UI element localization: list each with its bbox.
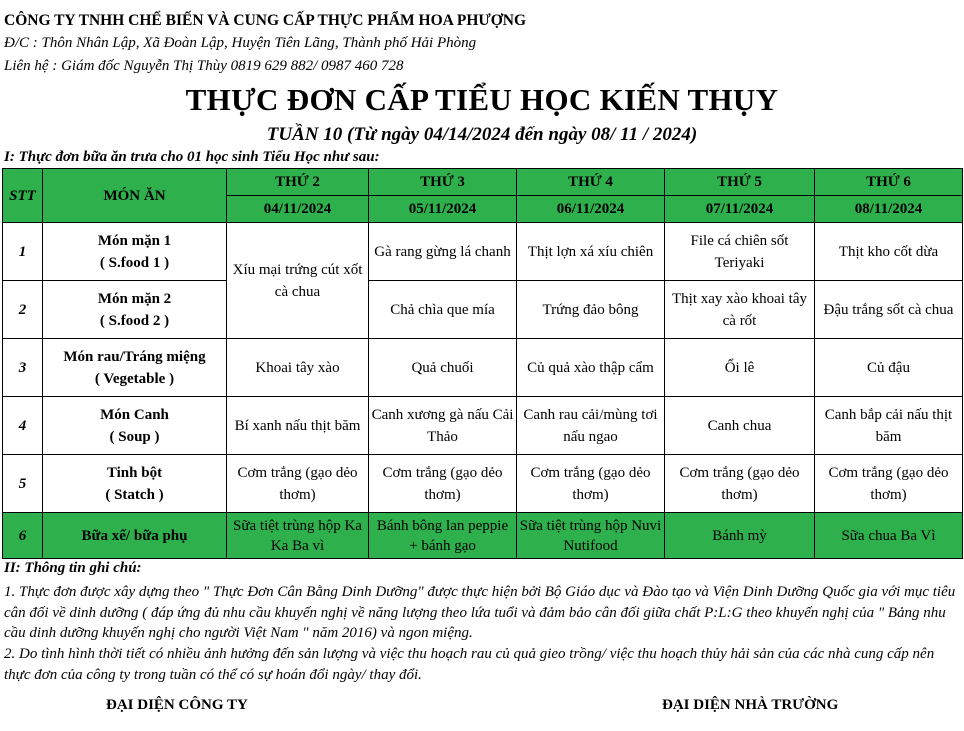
menu-cell [369,455,517,513]
note-1: 1. Thực đơn được xây dựng theo " Thực Đơn Cân Bằng Dinh Dưỡng" được thực hiện bởi Bộ Giáo dục và Đào tạo và Viện Dinh Dưỡng Quốc gia với mục tiêu cân đối về dinh dưỡng ( đáp ứng đủ nhu cầu khuyến nghị về năng lượng theo lứa tuổi và đảm bảo cân đối giữa chất P:L:G theo khuyến nghị của " Bảng nhu cầu dinh dưỡng khuyến nghị cho người Việt Nam " năm 2016) và ngon miệng. [4,584,956,641]
menu-item: Quả chuối [411,359,474,376]
day-header: THỨ 5 [665,169,815,196]
section-heading-menu: I: Thực đơn bữa ăn trưa cho 01 học sinh Tiểu Học như sau: [4,149,380,165]
menu-cell [227,397,369,455]
menu-cell [227,223,369,339]
dish-label: Món mặn 2 [97,290,172,307]
table-row [3,281,963,339]
menu-cell [369,513,517,559]
menu-cell [227,513,369,559]
dish-sublabel: ( Soup ) [109,428,160,445]
row-number: 5 [3,455,43,513]
day-header: THỨ 4 [517,169,665,196]
menu-item: Canh xương gà nấu Cải Thảo [371,406,514,445]
menu-item: Thịt xay xào khoai tây cà rốt [672,290,807,329]
menu-cell [517,397,665,455]
menu-item: Đậu trắng sốt cà chua [823,301,954,318]
table-row [3,397,963,455]
menu-cell [517,223,665,281]
menu-item: Khoai tây xào [255,359,340,376]
menu-item: Xíu mại trứng cút xốt cà chua [232,261,363,300]
dish-sublabel: ( Vegetable ) [94,370,175,387]
table-row [3,339,963,397]
menu-item: Chả chìa que mía [390,301,495,318]
menu-cell [815,281,963,339]
row-number: 3 [3,339,43,397]
page-subtitle: TUẦN 10 (Từ ngày 04/14/2024 đến ngày 08/ 11 / 2024) [266,124,698,145]
row-number: 4 [3,397,43,455]
date-header: 05/11/2024 [369,196,517,223]
day-header: THỨ 3 [369,169,517,196]
menu-item: Sữa chua Ba Vì [841,527,936,544]
menu-item: Bánh mỳ [712,527,767,544]
date-header: 08/11/2024 [815,196,963,223]
menu-item: Củ đậu [867,359,910,376]
stt-header: STT [3,169,43,223]
dish-label: Món mặn 1 [97,232,172,249]
menu-cell [665,281,815,339]
menu-cell [665,397,815,455]
day-header: THỨ 2 [227,169,369,196]
dish-header: MÓN ĂN [43,169,227,223]
dish-label-cell [43,281,227,339]
menu-item: Thịt lợn xá xíu chiên [527,243,654,260]
menu-item: Cơm trắng (gạo dẻo thơm) [530,464,651,503]
signature-school: ĐẠI DIỆN NHÀ TRƯỜNG [662,697,839,713]
table-row [3,223,963,281]
menu-item: File cá chiên sốt Teriyaki [690,232,789,271]
company-contact: Liên hệ : Giám đốc Nguyễn Thị Thùy 0819 629 882/ 0987 460 728 [4,58,404,74]
menu-item: Gà rang gừng lá chanh [374,243,511,260]
notes-heading: II: Thông tin ghi chú: [4,560,142,576]
row-number: 1 [3,223,43,281]
menu-table [2,168,963,559]
menu-item: Sữa tiệt trùng hộp Nuvi Nutifood [519,517,662,554]
note-2: 2. Do tình hình thời tiết có nhiều ảnh hưởng đến sản lượng và việc thu hoạch rau củ quả gieo trồng/ việc thu hoạch thủy hải sản của các nhà cung cấp nên thực đơn của công ty trong tuần có thể có sự hoán đổi ngày/ thay đổi. [4,646,935,683]
menu-cell [517,339,665,397]
date-header: 06/11/2024 [517,196,665,223]
dish-label-cell [43,455,227,513]
menu-cell [517,281,665,339]
menu-cell [517,455,665,513]
dish-label-cell [43,397,227,455]
menu-item: Cơm trắng (gạo dẻo thơm) [237,464,358,503]
menu-item: Sữa tiệt trùng hộp Ka Ka Ba vì [233,517,362,554]
menu-item: Cơm trắng (gạo dẻo thơm) [828,464,949,503]
dish-label-cell [43,339,227,397]
day-header: THỨ 6 [815,169,963,196]
menu-cell [665,339,815,397]
menu-item: Canh rau cải/mùng tơi nấu ngao [523,406,658,445]
dish-label-cell [43,223,227,281]
menu-item: Cơm trắng (gạo dẻo thơm) [679,464,800,503]
menu-cell [665,513,815,559]
menu-item: Bí xanh nấu thịt băm [234,417,361,434]
menu-item: Trứng đảo bông [542,301,639,318]
page-title: THỰC ĐƠN CẤP TIỂU HỌC KIẾN THỤY [185,82,779,117]
table-header-row [3,169,963,196]
menu-cell [227,455,369,513]
menu-item: Ổi lê [724,359,755,376]
menu-item: Cơm trắng (gạo dẻo thơm) [382,464,503,503]
company-address: Đ/C : Thôn Nhân Lập, Xã Đoàn Lập, Huyện Tiên Lãng, Thành phố Hải Phòng [4,35,477,51]
menu-cell [369,397,517,455]
dish-label: Món Canh [100,406,169,423]
row-number: 2 [3,281,43,339]
menu-item: Bánh bông lan peppie + bánh gạo [376,517,509,554]
menu-item: Canh chua [707,417,772,434]
menu-cell [369,281,517,339]
menu-item: Củ quả xào thập cẩm [527,359,654,376]
menu-cell [517,513,665,559]
menu-item: Canh bắp cải nấu thịt băm [824,406,953,445]
dish-label: Tinh bột [106,464,163,481]
menu-cell [369,223,517,281]
menu-cell [815,223,963,281]
dish-sublabel: ( S.food 2 ) [99,312,170,329]
menu-cell [815,397,963,455]
table-row-snack [3,513,963,559]
table-row [3,455,963,513]
date-header: 04/11/2024 [227,196,369,223]
menu-item: Thịt kho cốt dừa [838,243,939,260]
row-number: 6 [3,513,43,559]
dish-label: Món rau/Tráng miệng [63,348,206,365]
dish-sublabel: ( Statch ) [105,486,164,503]
menu-cell [815,339,963,397]
company-name: CÔNG TY TNHH CHẾ BIẾN VÀ CUNG CẤP THỰC PHẨM HOA PHƯỢNG [4,12,527,29]
signature-company: ĐẠI DIỆN CÔNG TY [106,697,248,713]
date-header: 07/11/2024 [665,196,815,223]
menu-cell [815,513,963,559]
menu-cell [227,339,369,397]
dish-sublabel: ( S.food 1 ) [99,254,170,271]
menu-cell [665,223,815,281]
menu-cell [369,339,517,397]
menu-cell [665,455,815,513]
dish-label: Bữa xế/ bữa phụ [43,513,227,559]
menu-cell [815,455,963,513]
